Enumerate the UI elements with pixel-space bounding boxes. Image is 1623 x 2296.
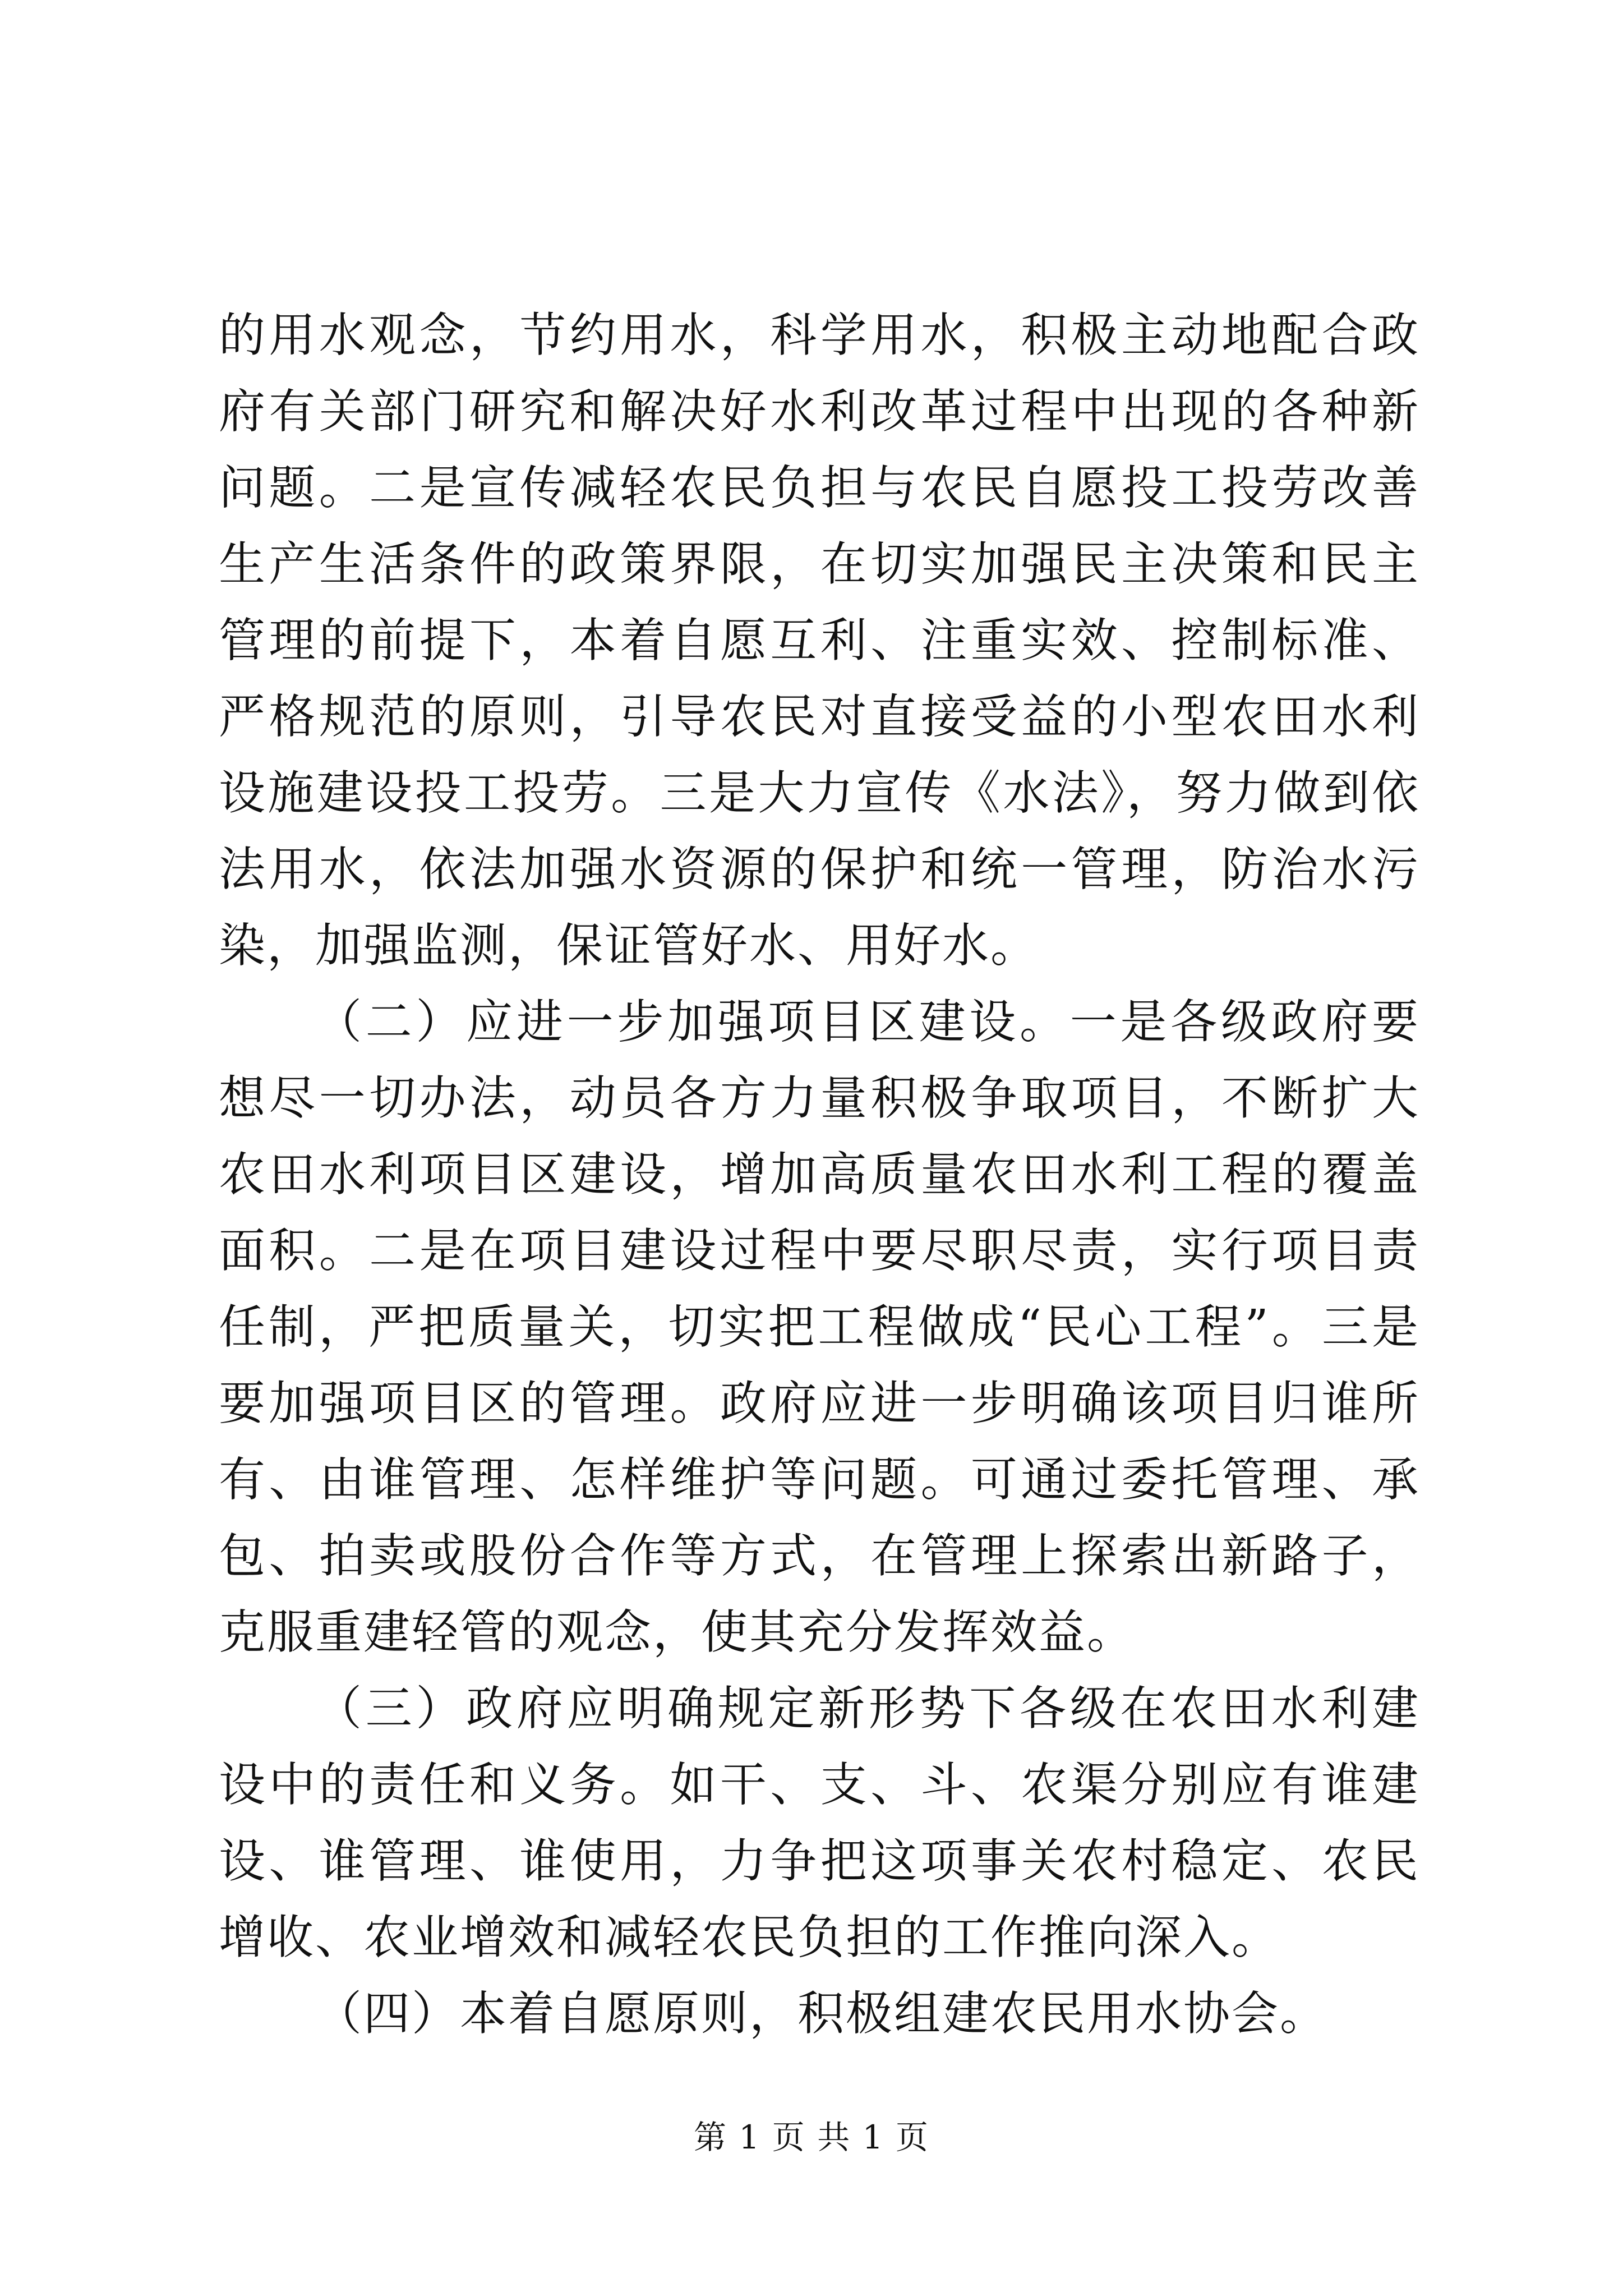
document-body	[219, 297, 1420, 2052]
page-number-footer: 第 1 页 共 1 页	[694, 2118, 929, 2156]
paragraph-project-area-construction: （二）应进一步加强项目区建设。一是各级政府要想尽一切办法，动员各方力量积极争取项目，不断扩大农田水利项目区建设，增加高质量农田水利工程的覆盖面积。二是在项目建设过程中要尽职尽责，实行项目责任制，严把质量关，切实把工程做成“民心工程”。三是要加强项目区的管理。政府应进一步明确该项目归谁所有、由谁管理、怎样维护等问题。可通过委托管理、承包、拍卖或股份合作等方式，在管理上探索出新路子，克服重建轻管的观念，使其充分发挥效益。	[219, 995, 1420, 1659]
paragraph-government-responsibilities: （三）政府应明确规定新形势下各级在农田水利建设中的责任和义务。如干、支、斗、农渠分别应有谁建设、谁管理、谁使用，力争把这项事关农村稳定、农民增收、农业增效和减轻农民负担的工作推向深入。	[219, 1681, 1420, 1964]
paragraph-water-user-association: （四）本着自愿原则，积极组建农民用水协会。	[315, 1986, 1328, 2041]
paragraph-water-awareness: 的用水观念，节约用水，科学用水，积极主动地配合政府有关部门研究和解决好水利改革过程中出现的各种新问题。二是宣传减轻农民负担与农民自愿投工投劳改善生产生活条件的政策界限，在切实加强民主决策和民主管理的前提下，本着自愿互利、注重实效、控制标准、严格规范的原则，引导农民对直接受益的小型农田水利设施建设投工投劳。三是大力宣传《水法》，努力做到依法用水，依法加强水资源的保护和统一管理，防治水污染，加强监测，保证管好水、用好水。	[219, 308, 1420, 973]
